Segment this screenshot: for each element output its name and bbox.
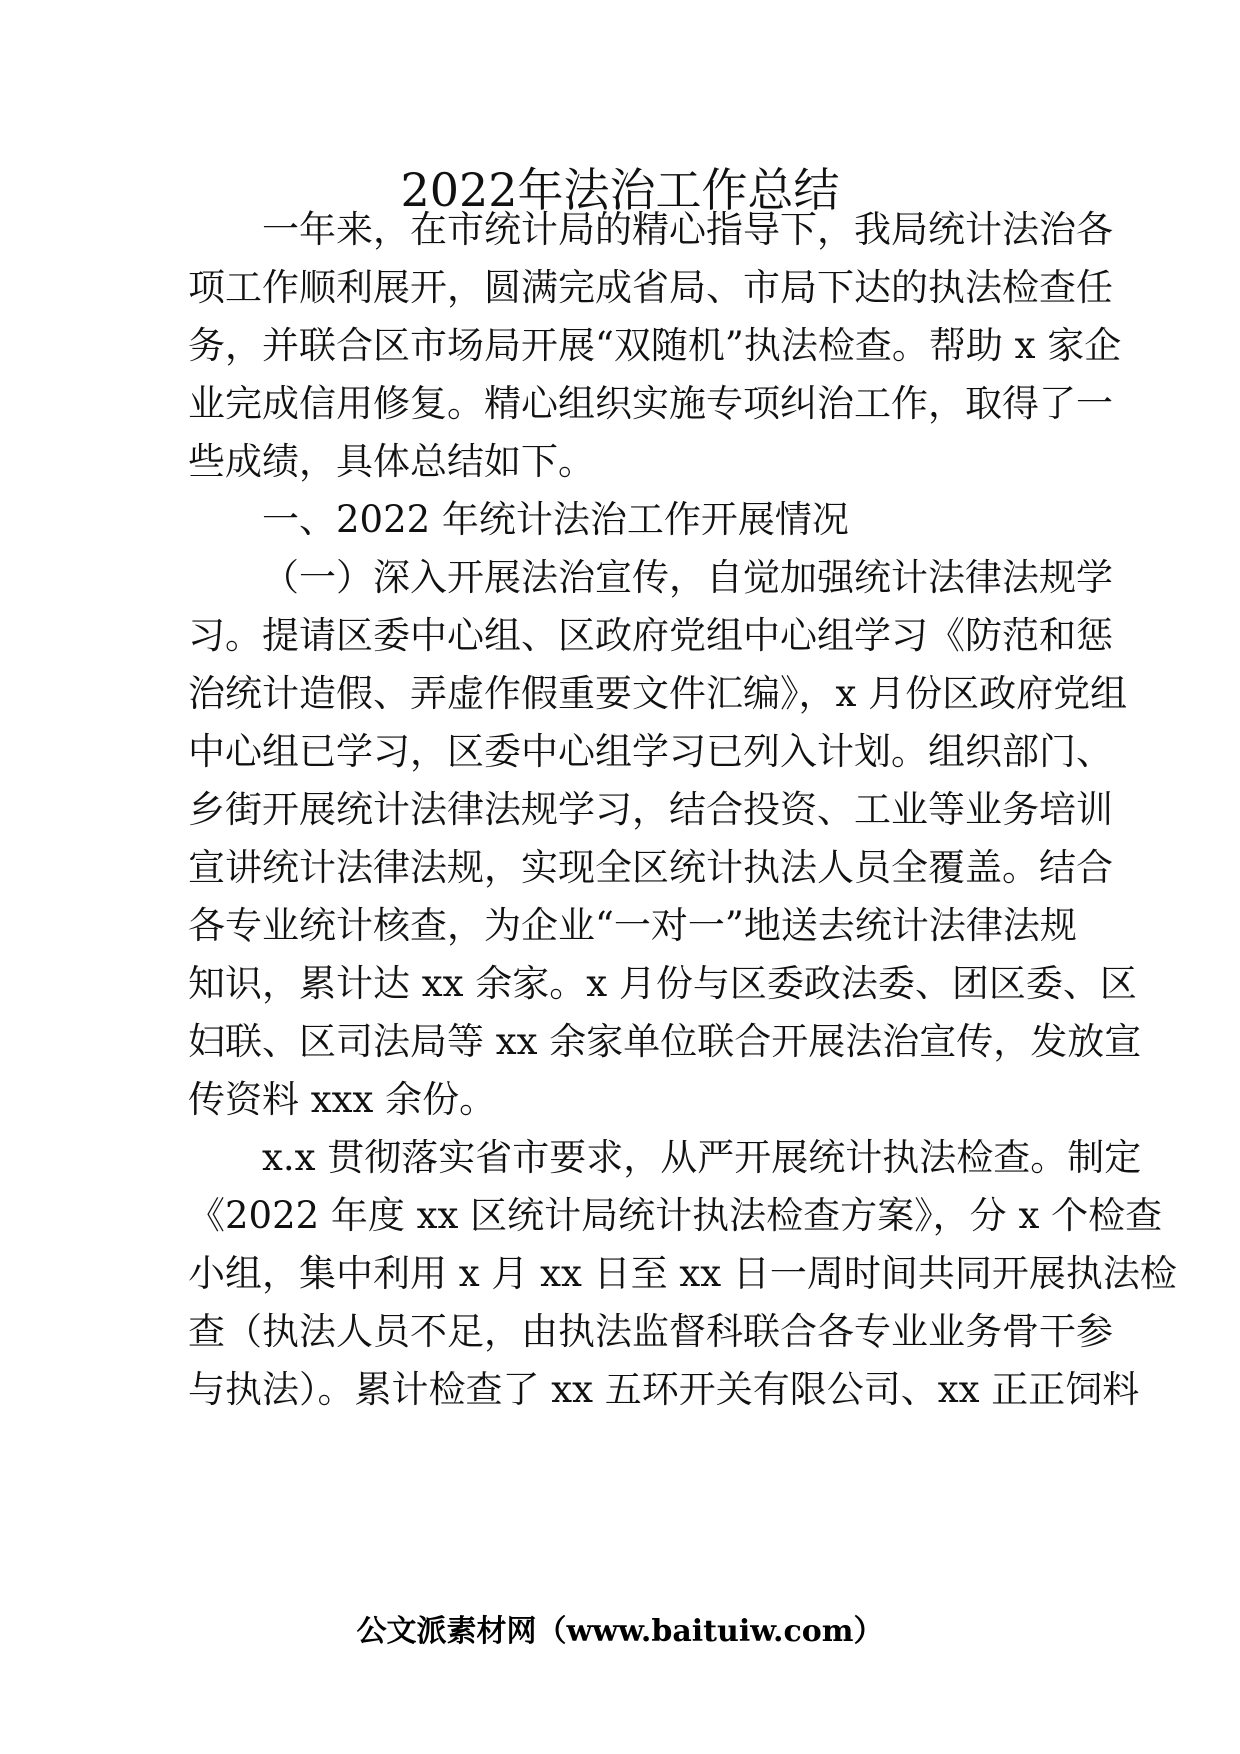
- paragraph-line: x.x 贯彻落实省市要求，从严开展统计执法检查。制定: [262, 1136, 1142, 1179]
- document-title: 2022年法治工作总结: [400, 163, 840, 217]
- section-heading: 一、2022 年统计法治工作开展情况: [262, 498, 849, 541]
- paragraph-line: 务，并联合区市场局开展“双随机”执法检查。帮助 x 家企: [188, 324, 1122, 367]
- paragraph-line: 些成绩，具体总结如下。: [188, 440, 595, 483]
- paragraph-line: 一年来，在市统计局的精心指导下，我局统计法治各: [262, 208, 1113, 251]
- paragraph-line: 知识，累计达 xx 余家。x 月份与区委政法委、团区委、区: [188, 962, 1137, 1005]
- paragraph-line: 治统计造假、弄虚作假重要文件汇编》，x 月份区政府党组: [188, 672, 1128, 715]
- paragraph-line: 各专业统计核查，为企业“一对一”地送去统计法律法规: [188, 904, 1077, 947]
- paragraph-line: 项工作顺利展开，圆满完成省局、市局下达的执法检查任: [188, 266, 1113, 309]
- paragraph-line: 传资料 xxx 余份。: [188, 1078, 497, 1121]
- paragraph-line: 宣讲统计法律法规，实现全区统计执法人员全覆盖。结合: [188, 846, 1113, 889]
- paragraph-line: （一）深入开展法治宣传，自觉加强统计法律法规学: [262, 556, 1113, 599]
- paragraph-line: 小组，集中利用 x 月 xx 日至 xx 日一周时间共同开展执法检: [188, 1252, 1177, 1295]
- paragraph-line: 与执法）。累计检查了 xx 五环开关有限公司、xx 正正饲料: [188, 1368, 1140, 1411]
- paragraph-line: 乡街开展统计法律法规学习，结合投资、工业等业务培训: [188, 788, 1113, 831]
- paragraph-line: 《2022 年度 xx 区统计局统计执法检查方案》，分 x 个检查: [188, 1194, 1163, 1237]
- paragraph-line: 习。提请区委中心组、区政府党组中心组学习《防范和惩: [188, 614, 1113, 657]
- footer-source-text: 公文派素材网（www.baituiw.com）: [356, 1614, 884, 1649]
- paragraph-line: 查（执法人员不足，由执法监督科联合各专业业务骨干参: [188, 1310, 1113, 1353]
- paragraph-line: 中心组已学习，区委中心组学习已列入计划。组织部门、: [188, 730, 1113, 773]
- paragraph-line: 业完成信用修复。精心组织实施专项纠治工作，取得了一: [188, 382, 1113, 425]
- paragraph-line: 妇联、区司法局等 xx 余家单位联合开展法治宣传，发放宣: [188, 1020, 1142, 1063]
